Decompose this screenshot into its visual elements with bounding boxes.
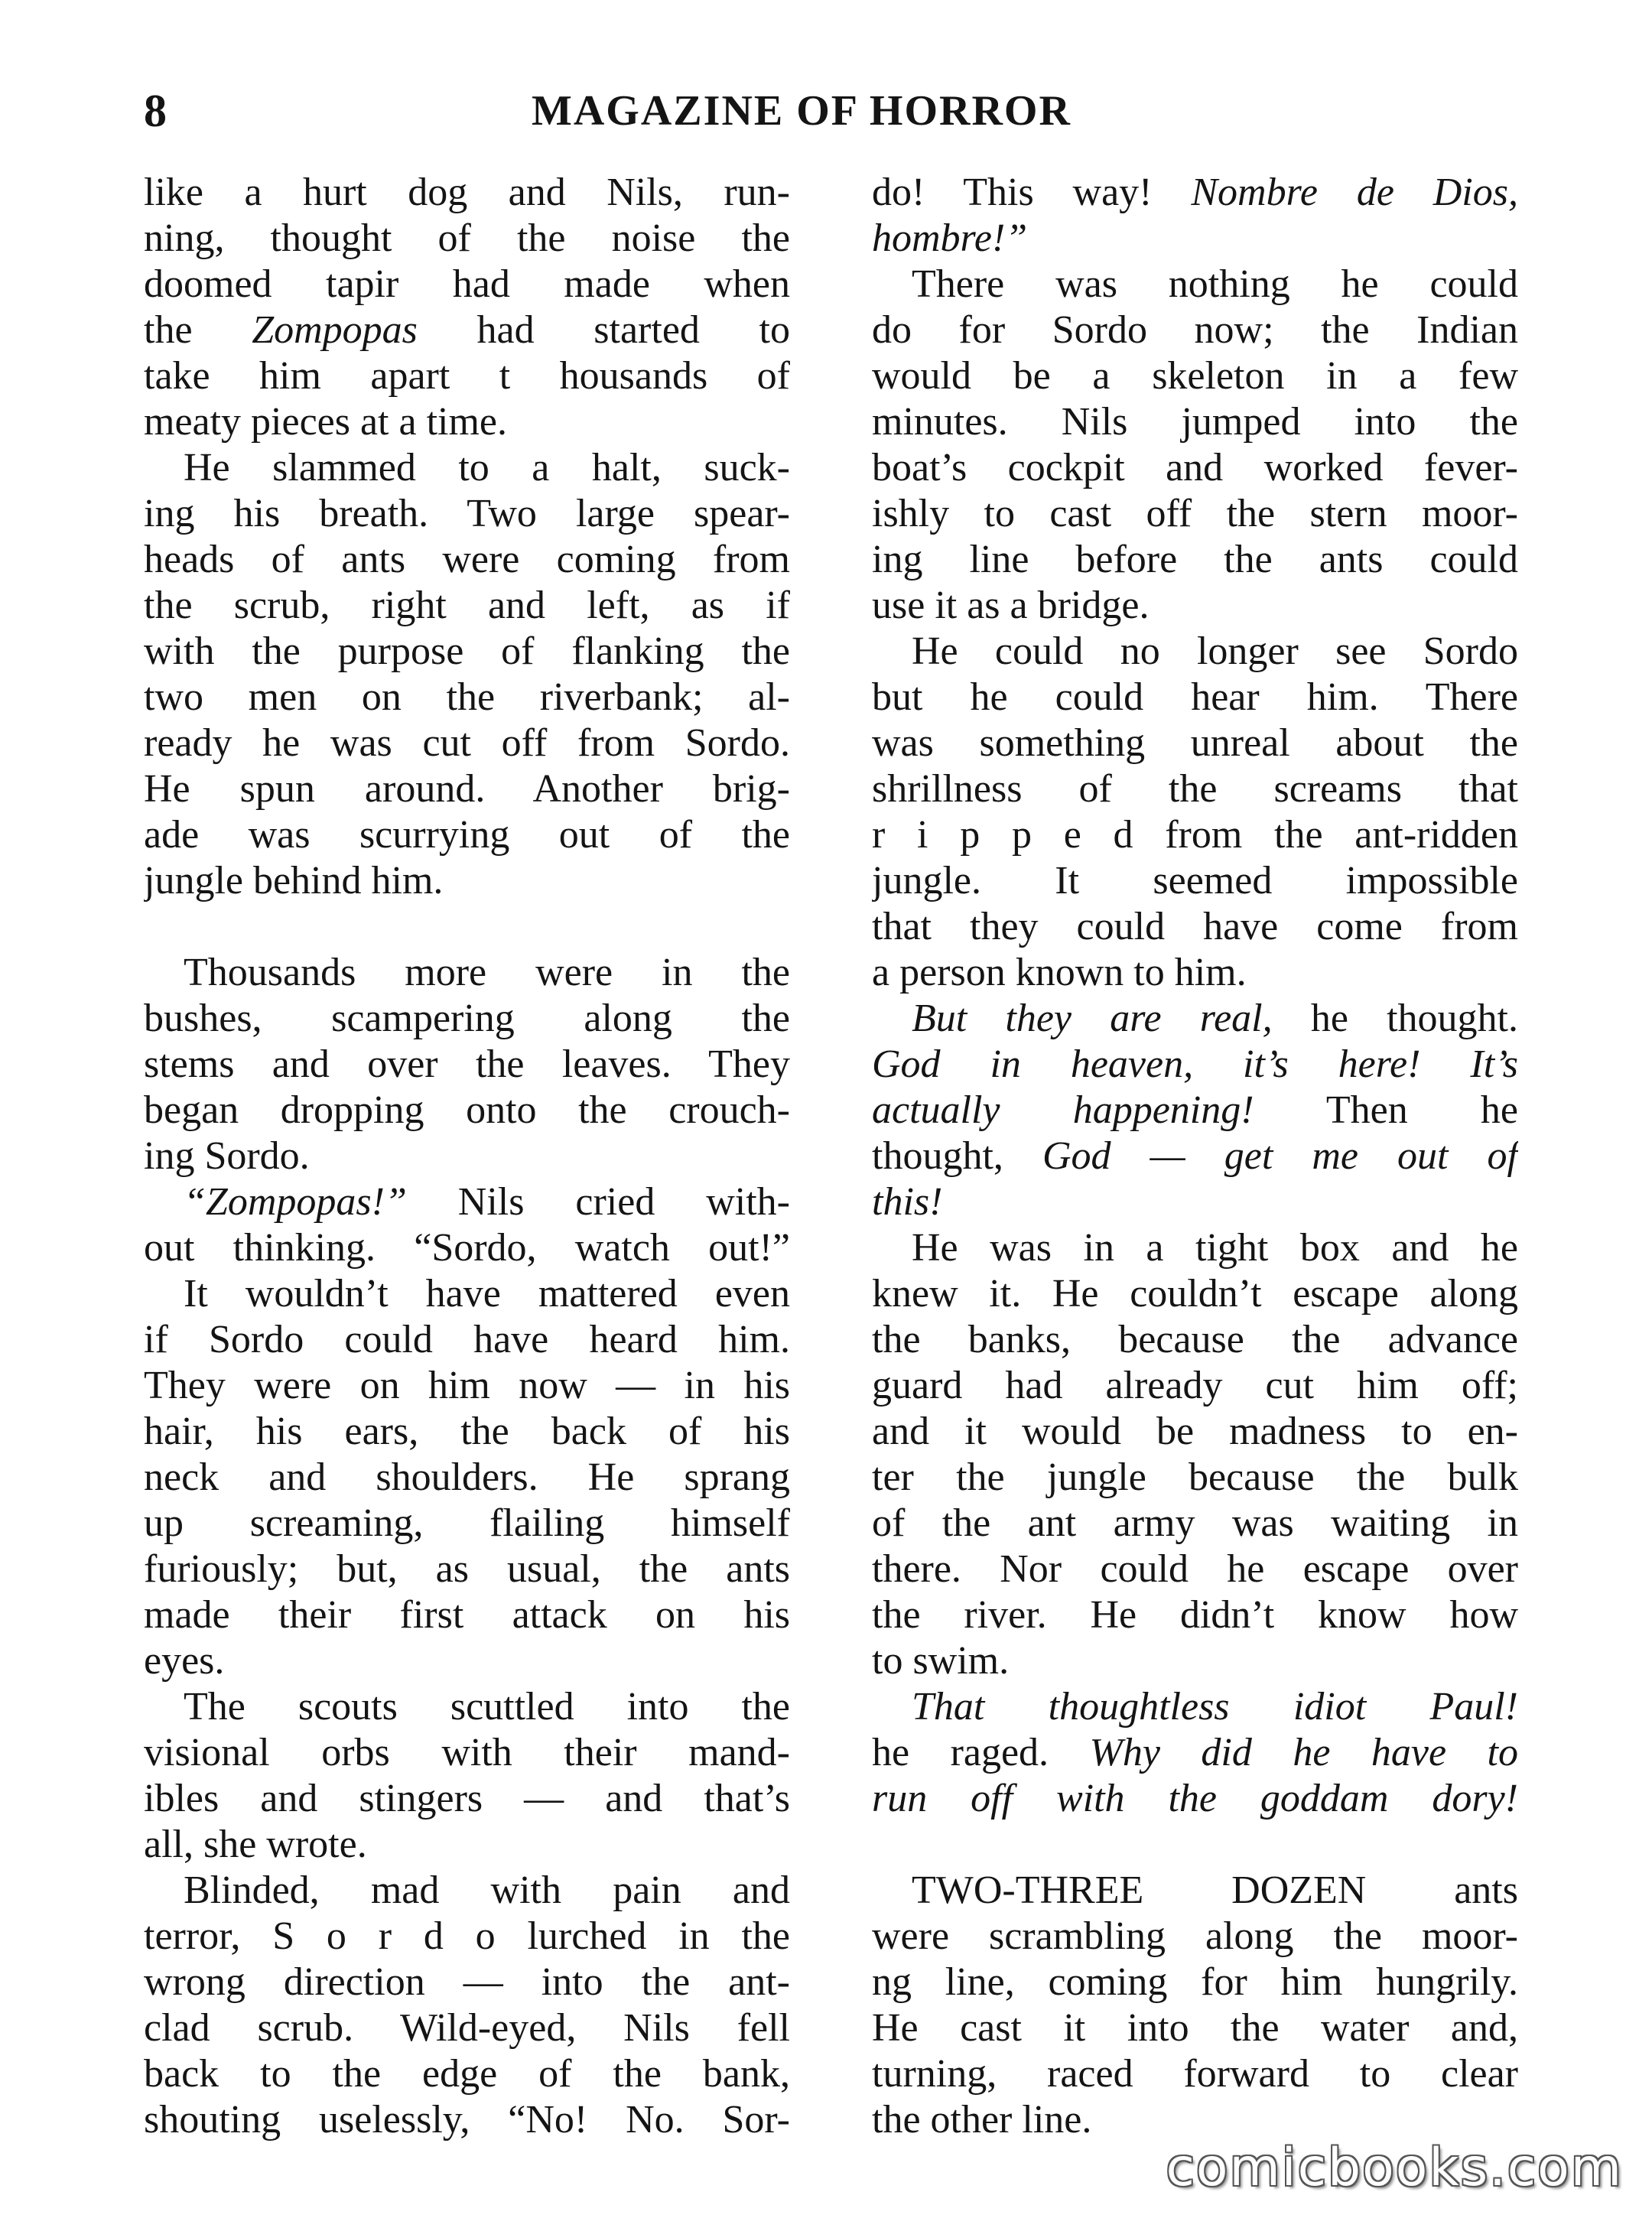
text-line: Thousands more were in the	[184, 951, 790, 994]
text-line: jungle behind him.	[144, 859, 444, 902]
text-line: like a hurt dog and Nils, run-	[144, 171, 790, 214]
text-line: doomed tapir had made when	[144, 262, 790, 306]
text-line: But they are real, he thought.	[912, 997, 1518, 1040]
text-line: hair, his ears, the back of his	[144, 1410, 790, 1453]
text-line: began dropping onto the crouch-	[144, 1088, 790, 1132]
text-line: the other line.	[872, 2098, 1092, 2142]
text-line: heads of ants were coming from	[144, 538, 790, 581]
text-line: clad scrub. Wild-eyed, Nils fell	[144, 2006, 790, 2050]
right-text-column	[872, 170, 1518, 2143]
text-line: and it would be madness to en-	[872, 1410, 1518, 1453]
text-line: the Zompopas had started to	[144, 308, 790, 352]
text-line	[144, 904, 790, 950]
text-line: ing his breath. Two large spear-	[144, 492, 790, 535]
text-line: There was nothing he could	[912, 262, 1518, 306]
text-line: but he could hear him. There	[872, 675, 1518, 719]
left-text-column	[144, 170, 790, 2143]
text-line: there. Nor could he escape over	[872, 1547, 1518, 1591]
text-line: stems and over the leaves. They	[144, 1042, 790, 1086]
text-line: “Zompopas!” Nils cried with-	[184, 1180, 790, 1224]
text-line: actually happening! Then he	[872, 1088, 1518, 1132]
text-line: he raged. Why did he have to	[872, 1731, 1518, 1774]
text-line: terror, S o r d o lurched in the	[144, 1914, 790, 1958]
text-line: shouting uselessly, “No! No. Sor-	[144, 2098, 790, 2142]
text-line: was something unreal about the	[872, 721, 1518, 765]
text-line: That thoughtless idiot Paul!	[912, 1685, 1518, 1729]
text-line: He could no longer see Sordo	[912, 629, 1518, 673]
text-line: neck and shoulders. He sprang	[144, 1455, 790, 1499]
text-line: do for Sordo now; the Indian	[872, 308, 1518, 352]
text-line: all, she wrote.	[144, 1823, 367, 1866]
text-line: ade was scurrying out of the	[144, 813, 790, 857]
text-line: He cast it into the water and,	[872, 2006, 1518, 2050]
text-line: were scrambling along the moor-	[872, 1914, 1518, 1958]
text-line: He was in a tight box and he	[912, 1226, 1518, 1270]
text-line: this!	[872, 1180, 943, 1224]
text-line: back to the edge of the bank,	[144, 2052, 790, 2096]
text-line: do! This way! Nombre de Dios,	[872, 171, 1518, 214]
text-line: r i p p e d from the ant-ridden	[872, 813, 1518, 857]
text-line: hombre!”	[872, 216, 1028, 260]
text-line: ing line before the ants could	[872, 538, 1518, 581]
text-line: God in heaven, it’s here! It’s	[872, 1042, 1518, 1086]
text-line: if Sordo could have heard him.	[144, 1318, 790, 1361]
text-line: a person known to him.	[872, 951, 1247, 994]
text-line: use it as a bridge.	[872, 584, 1150, 627]
text-line: thought, God — get me out of	[872, 1134, 1518, 1178]
text-line: with the purpose of flanking the	[144, 629, 790, 673]
text-line: furiously; but, as usual, the ants	[144, 1547, 790, 1591]
text-line: to swim.	[872, 1639, 1010, 1683]
text-line: made their first attack on his	[144, 1593, 790, 1637]
text-line: ning, thought of the noise the	[144, 216, 790, 260]
text-line: turning, raced forward to clear	[872, 2052, 1518, 2096]
text-line: the banks, because the advance	[872, 1318, 1518, 1361]
text-line: bushes, scampering along the	[144, 997, 790, 1040]
text-line: Blinded, mad with pain and	[184, 1868, 790, 1912]
text-line: eyes.	[144, 1639, 225, 1683]
text-line: the river. He didn’t know how	[872, 1593, 1518, 1637]
text-line: two men on the riverbank; al-	[144, 675, 790, 719]
text-line: the scrub, right and left, as if	[144, 584, 790, 627]
text-line	[872, 1822, 1518, 1868]
text-line: out thinking. “Sordo, watch out!”	[144, 1226, 790, 1270]
text-line: take him apart t housands of	[144, 354, 790, 398]
text-line: up screaming, flailing himself	[144, 1501, 790, 1545]
text-line: ready he was cut off from Sordo.	[144, 721, 790, 765]
text-line: ing Sordo.	[144, 1134, 310, 1178]
text-line: minutes. Nils jumped into the	[872, 400, 1518, 444]
text-line: ishly to cast off the stern moor-	[872, 492, 1518, 535]
text-line: run off with the goddam dory!	[872, 1777, 1518, 1820]
text-line: TWO-THREE DOZEN ants	[912, 1868, 1518, 1912]
page-header	[144, 80, 1520, 141]
text-line: It wouldn’t have mattered even	[184, 1272, 790, 1316]
text-line: He spun around. Another brig-	[144, 767, 790, 811]
page-number: 8	[144, 86, 167, 136]
text-line: wrong direction — into the ant-	[144, 1960, 790, 2004]
watermark-logo: comicbooks.com	[1166, 2138, 1623, 2198]
text-line: ter the jungle because the bulk	[872, 1455, 1518, 1499]
text-line: visional orbs with their mand-	[144, 1731, 790, 1774]
text-line: They were on him now — in his	[144, 1364, 790, 1407]
text-line: boat’s cockpit and worked fever-	[872, 446, 1518, 489]
text-line: ibles and stingers — and that’s	[144, 1777, 790, 1820]
running-head: MAGAZINE OF HORROR	[532, 87, 1072, 135]
text-line: meaty pieces at a time.	[144, 400, 508, 444]
text-line: of the ant army was waiting in	[872, 1501, 1518, 1545]
text-line: ng line, coming for him hungrily.	[872, 1960, 1518, 2004]
text-line: He slammed to a halt, suck-	[184, 446, 790, 489]
text-line: knew it. He couldn’t escape along	[872, 1272, 1518, 1316]
text-line: The scouts scuttled into the	[184, 1685, 790, 1729]
text-line: guard had already cut him off;	[872, 1364, 1518, 1407]
text-line: would be a skeleton in a few	[872, 354, 1518, 398]
text-line: jungle. It seemed impossible	[872, 859, 1518, 902]
text-line: shrillness of the screams that	[872, 767, 1518, 811]
text-line: that they could have come from	[872, 905, 1518, 948]
